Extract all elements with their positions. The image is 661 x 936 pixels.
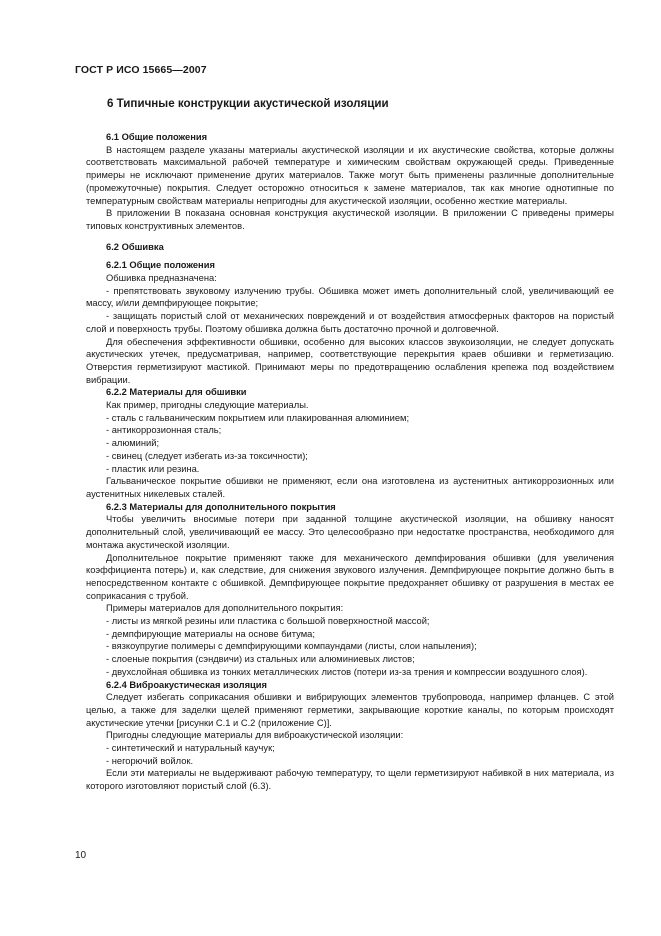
document-code-header: ГОСТ Р ИСО 15665—2007 [75, 64, 207, 76]
list-item: - алюминий; [106, 438, 160, 449]
paragraph: Если эти материалы не выдерживают рабочую температуру, то щели герметизируют набивкой в них материала, из которого изготовляют пористый слой (6.3). [86, 768, 614, 792]
paragraph: Обшивка предназначена: [106, 273, 217, 284]
section-6-2-4-title: 6.2.4 Виброакустическая изоляция [106, 679, 267, 690]
list-item: - защищать пористый слой от механических повреждений и от воздействия атмосферных факторов на пористый слой и поверхность трубы. Поэтому обшивка должна быть достаточно прочной и долговечной. [86, 311, 614, 334]
section-6-1-title: 6.1 Общие положения [106, 132, 208, 142]
list-item: - препятствовать звуковому излучению трубы. Обшивка может иметь дополнительный слой, увеличивающий ее массу, и/или демпфирующее покрытие; [86, 285, 614, 309]
page-number: 10 [75, 850, 87, 861]
list-item: - негорючий войлок. [106, 755, 194, 766]
list-item: - двухслойная обшивка из тонких металлических листов (потери из-за трения и компрессии воздушного слоя). [106, 666, 588, 677]
paragraph: В настоящем разделе указаны материалы акустической изоляции и их акустические свойства, которые должны соответствовать максимальной рабочей температуре и химическим свойствам окружающей среды. Приведенные примеры не исключают применение других материалов. Также могут быть применены различные дополнительные (промежуточные) покрытия. Следует осторожно относиться к замене материалов, так как многие однотипные по температурным свойствам материалы непригодны для акустической изоляции, особенно жесткие материалы. [86, 144, 614, 206]
paragraph: Примеры материалов для дополнительного покрытия: [106, 603, 344, 614]
section-6-2-2-title: 6.2.2 Материалы для обшивки [106, 387, 247, 398]
paragraph: Гальваническое покрытие обшивки не применяют, если она изготовлена из аустенитных антикоррозионных или аустенитных никелевых сталей. [86, 476, 614, 499]
list-item: - свинец (следует избегать из-за токсичности); [106, 450, 308, 461]
page-content [86, 97, 614, 793]
paragraph: Чтобы увеличить вносимые потери при заданной толщине акустической изоляции, на обшивку наносят дополнительный слой, увеличивающий ее массу. Это целесообразно при недостатке пространства, необходимого для монтажа акустической изоляции. [86, 514, 614, 550]
list-item: - листы из мягкой резины или пластика с большой поверхностной массой; [106, 616, 430, 627]
paragraph: Пригодны следующие материалы для виброакустической изоляции: [106, 730, 404, 741]
list-item: - слоеные покрытия (сэндвичи) из стальных или алюминиевых листов; [106, 654, 415, 665]
list-item: - вязкоупругие полимеры с демпфирующими компаундами (листы, слои напыления); [106, 641, 477, 652]
paragraph: Как пример, пригодны следующие материалы. [106, 400, 309, 411]
list-item: - пластик или резина. [106, 463, 200, 474]
paragraph: В приложении В показана основная конструкция акустической изоляции. В приложении С приведены примеры типовых конструктивных элементов. [86, 208, 614, 231]
paragraph: Следует избегать соприкасания обшивки и вибрирующих элементов трубопровода, например фланцев. С этой целью, а также для заделки щелей применяют герметики, закрывающие короткие каналы, по которым происходят акустические утечки [рисунки С.1 и С.2 (приложение С)]. [86, 692, 614, 728]
section-6-2-1-title: 6.2.1 Общие положения [106, 260, 215, 271]
list-item: - сталь с гальваническим покрытием или плакированная алюминием; [106, 412, 410, 423]
section-6-2-title: 6.2 Обшивка [106, 241, 164, 252]
paragraph: Для обеспечения эффективности обшивки, особенно для высоких классов звукоизоляции, не следует допускать акустических утечек, предусматривая, например, соответствующие перекрытия краев обшивки и герметизацию. Отверстия герметизируют мастикой. Принимают меры по предотвращению ослабления крепежа под воздействием вибрации. [86, 336, 614, 385]
list-item: - демпфирующие материалы на основе битума; [106, 628, 315, 639]
section-6-title: 6 Типичные конструкции акустической изоляции [107, 97, 389, 110]
section-6-2-3-title: 6.2.3 Материалы для дополнительного покрытия [106, 501, 336, 512]
paragraph: Дополнительное покрытие применяют также для механического демпфирования обшивки (для увеличения коэффициента потерь) и, как следствие, для снижения звукового излучения. Демпфирующее покрытие должно быть в непосредственном контакте с обшивкой. Демпфирующее покрытие предохраняет обшивку от разрушения в местах ее соприкасания с трубой. [86, 552, 614, 601]
list-item: - синтетический и натуральный каучук; [106, 743, 275, 754]
list-item: - антикоррозионная сталь; [106, 425, 222, 436]
